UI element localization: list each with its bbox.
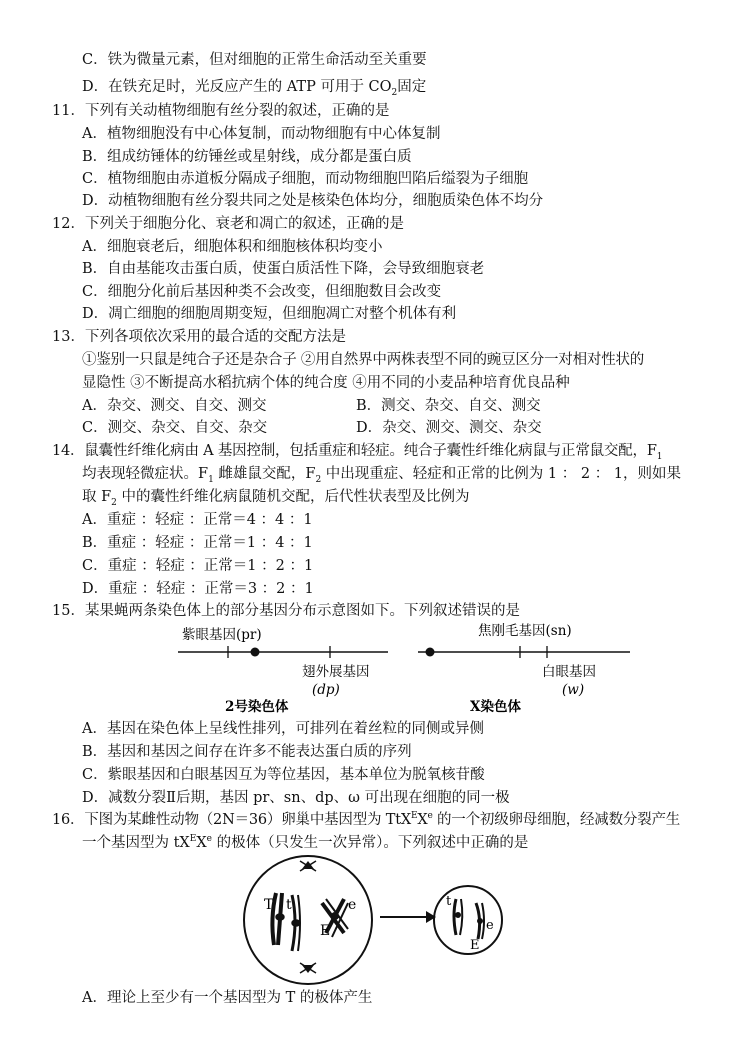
q12-stem: 12．下列关于细胞分化、衰老和凋亡的叙述，正确的是: [52, 216, 404, 232]
primary-oocyte-cell: [244, 856, 372, 984]
q12-option-a: A．细胞衰老后，细胞体积和细胞核体积均变小: [82, 239, 383, 255]
q12-option-c: C．细胞分化前后基因种类不会改变，但细胞数目会改变: [82, 284, 442, 300]
q13-option-b: B．测交、杂交、自交、测交: [356, 398, 541, 414]
chromosome-2-centromere: [251, 648, 260, 657]
q15-stem: 15．某果蝇两条染色体上的部分基因分布示意图如下。下列叙述错误的是: [52, 603, 520, 619]
dp-gene-symbol: (dp): [312, 682, 340, 698]
q15-option-d: D．减数分裂Ⅱ后期，基因 pr、sn、dp、ω 可出现在细胞的同一极: [82, 790, 510, 806]
chromosome-gene-map: [170, 618, 650, 713]
q10-option-c: C．铁为微量元素，但对细胞的正常生命活动至关重要: [82, 52, 427, 68]
w-gene-label: 白眼基因: [542, 664, 596, 680]
q11-option-b: B．组成纺锤体的纺锤丝或星射线，成分都是蛋白质: [82, 149, 412, 165]
q14-stem-line1: 14．鼠囊性纤维化病由 A 基因控制，包括重症和轻症。纯合子囊性纤维化病鼠与正常鼠交配，$F_1$: [52, 443, 663, 462]
q16-option-a: A．理论上至少有一个基因型为 T 的极体产生: [82, 990, 373, 1006]
polar-gene-e-label: e: [486, 918, 494, 933]
top-aster-icon: [300, 861, 316, 871]
gene-e-label: e: [348, 897, 357, 913]
q14-option-a: A．重症 ：轻症 ：正常＝4 ：4 ：1: [82, 512, 313, 528]
q11-option-a: A．植物细胞没有中心体复制，而动物细胞有中心体复制: [82, 126, 441, 142]
q11-stem: 11．下列有关动植物细胞有丝分裂的叙述，正确的是: [52, 103, 390, 119]
gene-t-label: t: [286, 897, 292, 913]
dp-gene-label: 翅外展基因: [302, 664, 370, 680]
chromosome-x-label: X染色体: [470, 699, 521, 713]
q13-stem: 13．下列各项依次采用的最合适的交配方法是: [52, 329, 346, 345]
q13-option-c: C．测交、杂交、自交、杂交: [82, 420, 268, 436]
polar-body-chromosomes: [454, 899, 484, 939]
gene-E-label: E: [320, 923, 331, 939]
q10-option-d: D．在铁充足时，光反应产生的 ATP 可用于 $CO_2$固定: [82, 79, 427, 98]
q14-stem-line3: 取 $F_2$ 中的囊性纤维化病鼠随机交配，后代性状表型及比例为: [82, 489, 470, 508]
bottom-aster-icon: [300, 963, 316, 973]
q12-option-d: D．凋亡细胞的细胞周期变短，但细胞凋亡对整个机体有利: [82, 306, 457, 322]
q16-stem-line1: 16．下图为某雌性动物（2N＝36）卵巢中基因型为 TtX$^E$Xe 的一个初级卵母细胞，经减数分裂产生: [52, 811, 681, 828]
q15-option-c: C．紫眼基因和白眼基因互为等位基因，基本单位为脱氧核苷酸: [82, 767, 485, 783]
q13-items-line2: 显隐性 ③不断提高水稻抗病个体的纯合度 ④用不同的小麦品种培育优良品种: [82, 375, 570, 391]
sn-gene-label: 焦刚毛基因(sn): [478, 623, 572, 639]
q13-option-a: A．杂交、测交、自交、测交: [82, 398, 267, 414]
chromosome-2-label: 2号染色体: [225, 699, 289, 713]
q11-option-d: D．动植物细胞有丝分裂共同之处是核染色体均分，细胞质染色体不均分: [82, 193, 544, 209]
q15-option-b: B．基因和基因之间存在许多不能表达蛋白质的序列: [82, 744, 412, 760]
meiosis-cell-diagram: [240, 853, 510, 988]
q14-option-d: D．重症 ：轻症 ：正常＝3 ：2 ：1: [82, 581, 314, 597]
chromosome-x-centromere: [426, 648, 435, 657]
polar-gene-t-label: t: [446, 894, 452, 909]
polar-gene-E-label: E: [470, 938, 480, 953]
w-gene-symbol: (w): [562, 682, 585, 698]
q13-items-line1: ①鉴别一只鼠是纯合子还是杂合子 ②用自然界中两株表型不同的豌豆区分一对相对性状的: [82, 352, 645, 368]
q11-option-c: C．植物细胞由赤道板分隔成子细胞，而动物细胞凹陷后缢裂为子细胞: [82, 171, 529, 187]
q13-option-d: D．杂交、测交、测交、杂交: [356, 420, 542, 436]
arrow-right-icon: [380, 911, 436, 923]
gene-T-label: T: [264, 897, 274, 913]
pr-gene-label: 紫眼基因(pr): [182, 627, 262, 643]
q12-option-b: B．自由基能攻击蛋白质，使蛋白质活性下降，会导致细胞衰老: [82, 261, 485, 277]
q16-stem-line2: 一个基因型为 $tX^EXe$ 的极体（只发生一次异常）。下列叙述中正确的是: [82, 834, 529, 851]
q15-option-a: A．基因在染色体上呈线性排列，可排列在着丝粒的同侧或异侧: [82, 721, 484, 737]
q14-option-c: C．重症 ：轻症 ：正常＝1 ：2 ：1: [82, 558, 314, 574]
q14-stem-line2: 均表现轻微症状。$F_1$ 雌雄鼠交配，$F_2$ 中出现重症、轻症和正常的比例为 1 ： 2 ： 1，则如果: [82, 466, 682, 485]
q14-option-b: B．重症 ：轻症 ：正常＝1 ：4 ：1: [82, 535, 313, 551]
